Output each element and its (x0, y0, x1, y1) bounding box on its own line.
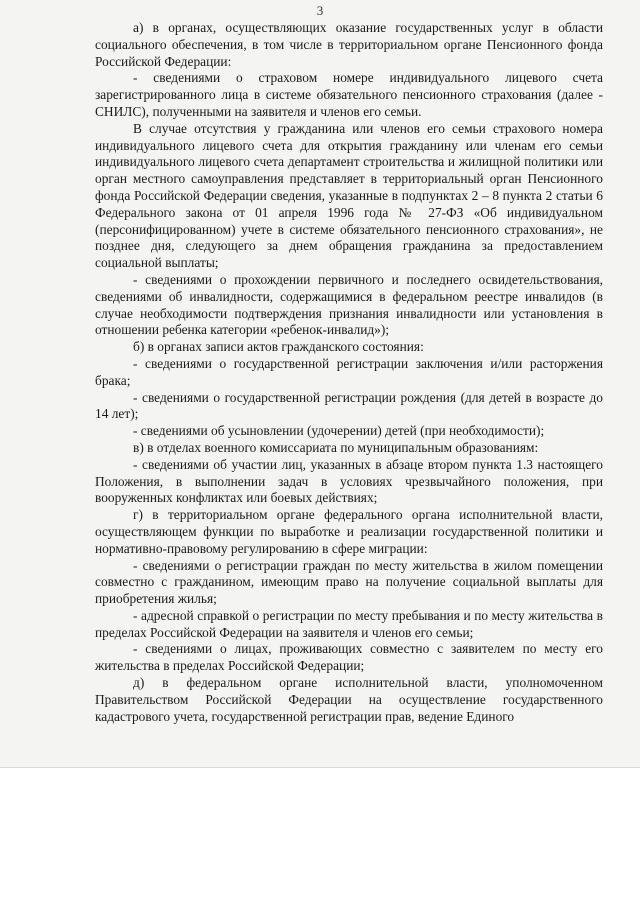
paragraph-marriage: - сведениями о государственной регистрации заключения и/или расторжения брака; (95, 355, 603, 388)
paragraph-adoption: - сведениями об усыновлении (удочерении) детей (при необходимости); (133, 423, 545, 439)
paragraph-registration: - сведениями о регистрации граждан по месту жительства в жилом помещении совместно с гражданином, имеющим право на получение социальной выплаты для приобретения жилья; (95, 557, 603, 607)
paragraph-disability: - сведениями о прохождении первичного и последнего освидетельствования, сведениями об инвалидности, содержащимися в федеральном реестре инвалидов (в случае необходимости подтверждения признания инвалидности или установления в отношении ребенка категории «ребенок-инвалид»); (95, 271, 603, 338)
paragraph-no-snils: В случае отсутствия у гражданина или членов его семьи страхового номера индивидуального лицевого счета для открытия гражданину или членам его семьи индивидуального лицевого счета департамент строительства и жилищной политики или орган местного самоуправления представляет в территориальный орган Пенсионного фонда Российской Федерации сведения, указанные в подпунктах 2 – 8 пункта 2 статьи 6 Федерального закона от 01 апреля 1996 года № 27-ФЗ «Об индивидуальном (персонифицированном) учете в системе обязательного пенсионного страхования», не позднее дня, следующего за днем обращения гражданина за предоставлением социальной выплаты; (95, 120, 603, 271)
paragraph-snils: - сведениями о страховом номере индивидуального лицевого счета зарегистрированного лица в системе обязательного пенсионного страхования (далее - СНИЛС), полученными на заявителя и членов его семьи. (95, 70, 603, 119)
paragraph-military: - сведениями об участии лиц, указанных в абзаце втором пункта 1.3 настоящего Положения, в выполнении задач в условиях чрезвычайного положения, при вооруженных конфликтах или боевых действиях; (95, 456, 603, 506)
paragraph-birth: - сведениями о государственной регистрации рождения (для детей в возрасте до 14 лет); (95, 389, 603, 422)
paragraph-b: б) в органах записи актов гражданского состояния: (133, 339, 424, 355)
document-body (95, 20, 603, 725)
page-number: 3 (316, 3, 324, 18)
paragraph-d: д) в федеральном органе исполнительной власти, уполномоченном Правительством Российской Федерации на осуществление государственного кадастрового учета, государственной регистрации прав, ведение Единого (95, 675, 603, 724)
paragraph-cohabitants: - сведениями о лицах, проживающих совместно с заявителем по месту его жительства в пределах Российской Федерации; (95, 641, 603, 674)
paragraph-v: в) в отделах военного комиссариата по муниципальным образованиям: (133, 439, 539, 455)
paragraph-g: г) в территориальном органе федерального органа исполнительной власти, осуществляющем функции по выработке и реализации государственной политики и нормативно-правовому регулированию в сфере миграции: (95, 507, 603, 556)
paragraph-a: а) в органах, осуществляющих оказание государственных услуг в области социального обеспечения, в том числе в территориальном органе Пенсионного фонда Российской Федерации: (95, 20, 603, 69)
paragraph-address: - адресной справкой о регистрации по месту пребывания и по месту жительства в пределах Российской Федерации на заявителя и членов его семьи; (95, 607, 603, 640)
